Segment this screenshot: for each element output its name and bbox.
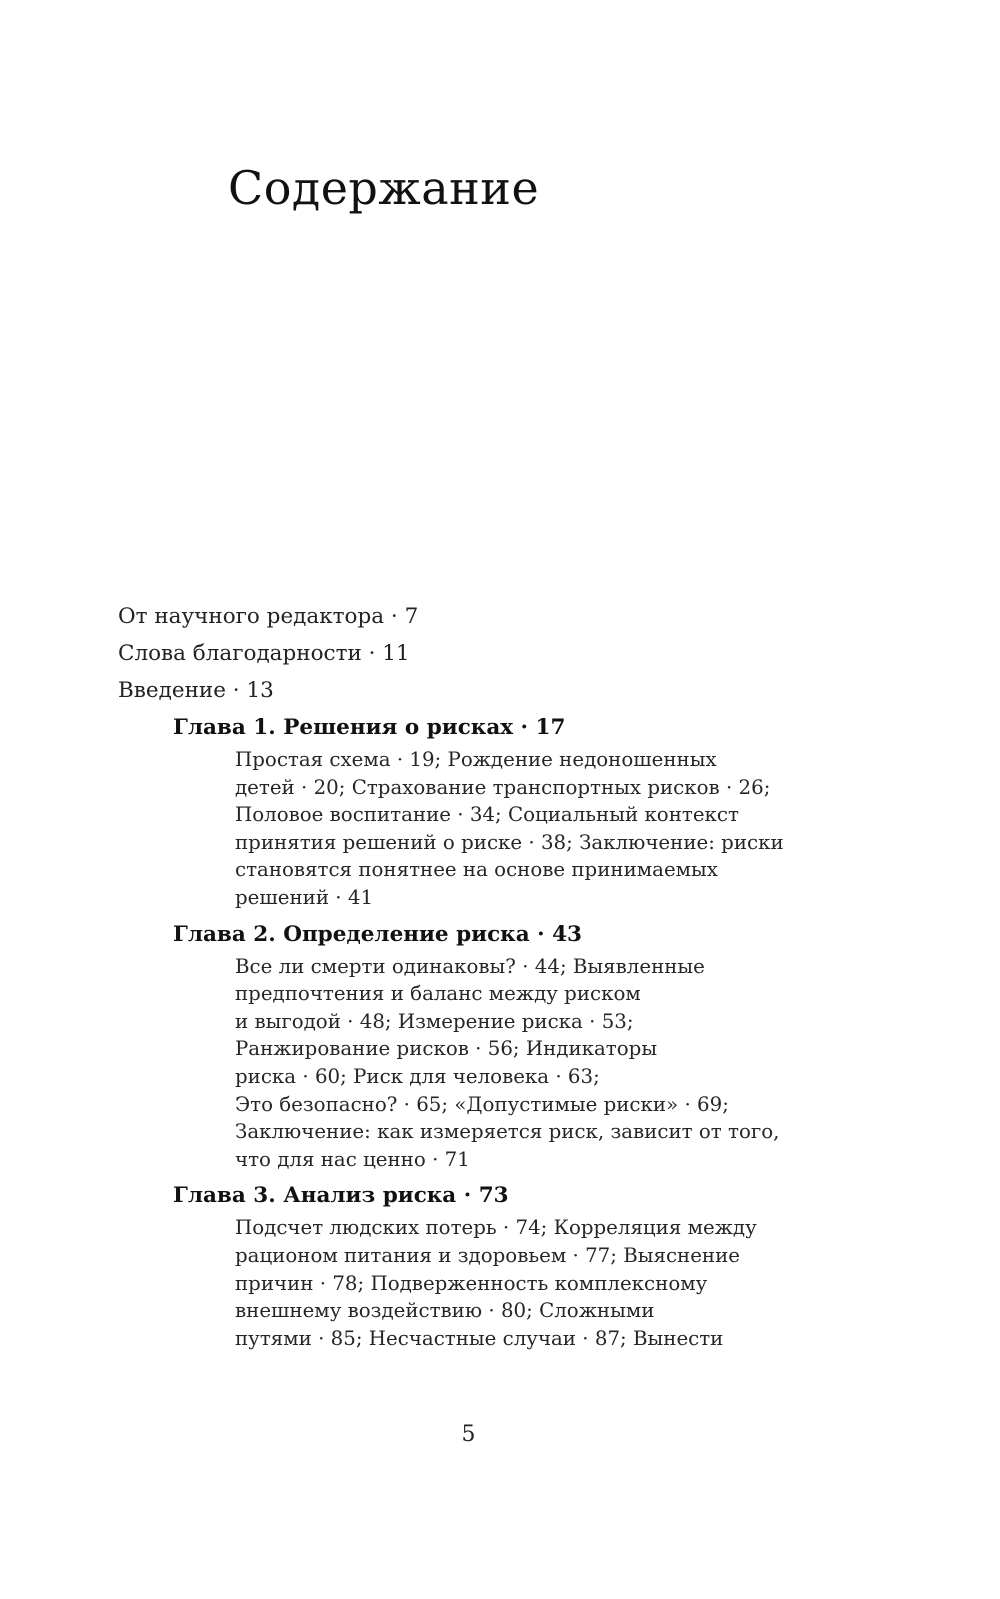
section-line: становятся понятнее на основе принимаемых [235, 858, 718, 882]
section-line: Ранжирование рисков · 56; Индикаторы [235, 1037, 658, 1061]
section-line: что для нас ценно · 71 [235, 1147, 470, 1171]
page-number: 5 [461, 1422, 476, 1447]
section-line: детей · 20; Страхование транспортных рисков · 26; [235, 775, 771, 799]
toc-chapter-1 [173, 709, 818, 916]
section-line: риска · 60; Риск для человека · 63; [235, 1064, 600, 1088]
section-line: Все ли смерти одинаковы? · 44; Выявленные [235, 954, 705, 978]
section-line: Подсчет людских потерь · 74; Корреляция между [235, 1216, 757, 1240]
toc-item-acknowledgements: Слова благодарности · 11 [118, 641, 410, 666]
section-line: рационом питания и здоровьем · 77; Выяснение [235, 1243, 740, 1267]
section-line: Заключение: как измеряется риск, зависит от того, [235, 1120, 780, 1144]
section-line: Половое воспитание · 34; Социальный контекст [235, 803, 739, 827]
chapter-title: Глава 3. Анализ риска · 73 [173, 1183, 509, 1209]
chapter-title: Глава 2. Определение риска · 43 [173, 921, 582, 947]
section-line: решений · 41 [235, 885, 374, 909]
chapter-sections [235, 746, 818, 916]
toc-item-editor-preface: От научного редактора · 7 [118, 604, 419, 629]
section-line: причин · 78; Подверженность комплексному [235, 1271, 708, 1295]
chapter-sections [235, 1214, 818, 1356]
section-line: Это безопасно? · 65; «Допустимые риски» · 69; [235, 1092, 729, 1116]
chapter-sections [235, 953, 818, 1178]
section-line: предпочтения и баланс между риском [235, 982, 641, 1006]
section-line: путями · 85; Несчастные случаи · 87; Вынести [235, 1326, 724, 1350]
section-line: принятия решений о риске · 38; Заключение: риски [235, 830, 784, 854]
page-title: Содержание [228, 161, 540, 215]
toc-chapter-3 [173, 1177, 818, 1356]
section-line: Простая схема · 19; Рождение недоношенных [235, 748, 717, 771]
toc-item-introduction: Введение · 13 [118, 678, 274, 703]
toc-chapter-2 [173, 916, 818, 1178]
section-line: внешнему воздействию · 80; Сложными [235, 1299, 655, 1323]
chapter-title: Глава 1. Решения о рисках · 17 [173, 715, 566, 740]
section-line: и выгодой · 48; Измерение риска · 53; [235, 1009, 634, 1033]
table-of-contents [118, 598, 818, 1356]
